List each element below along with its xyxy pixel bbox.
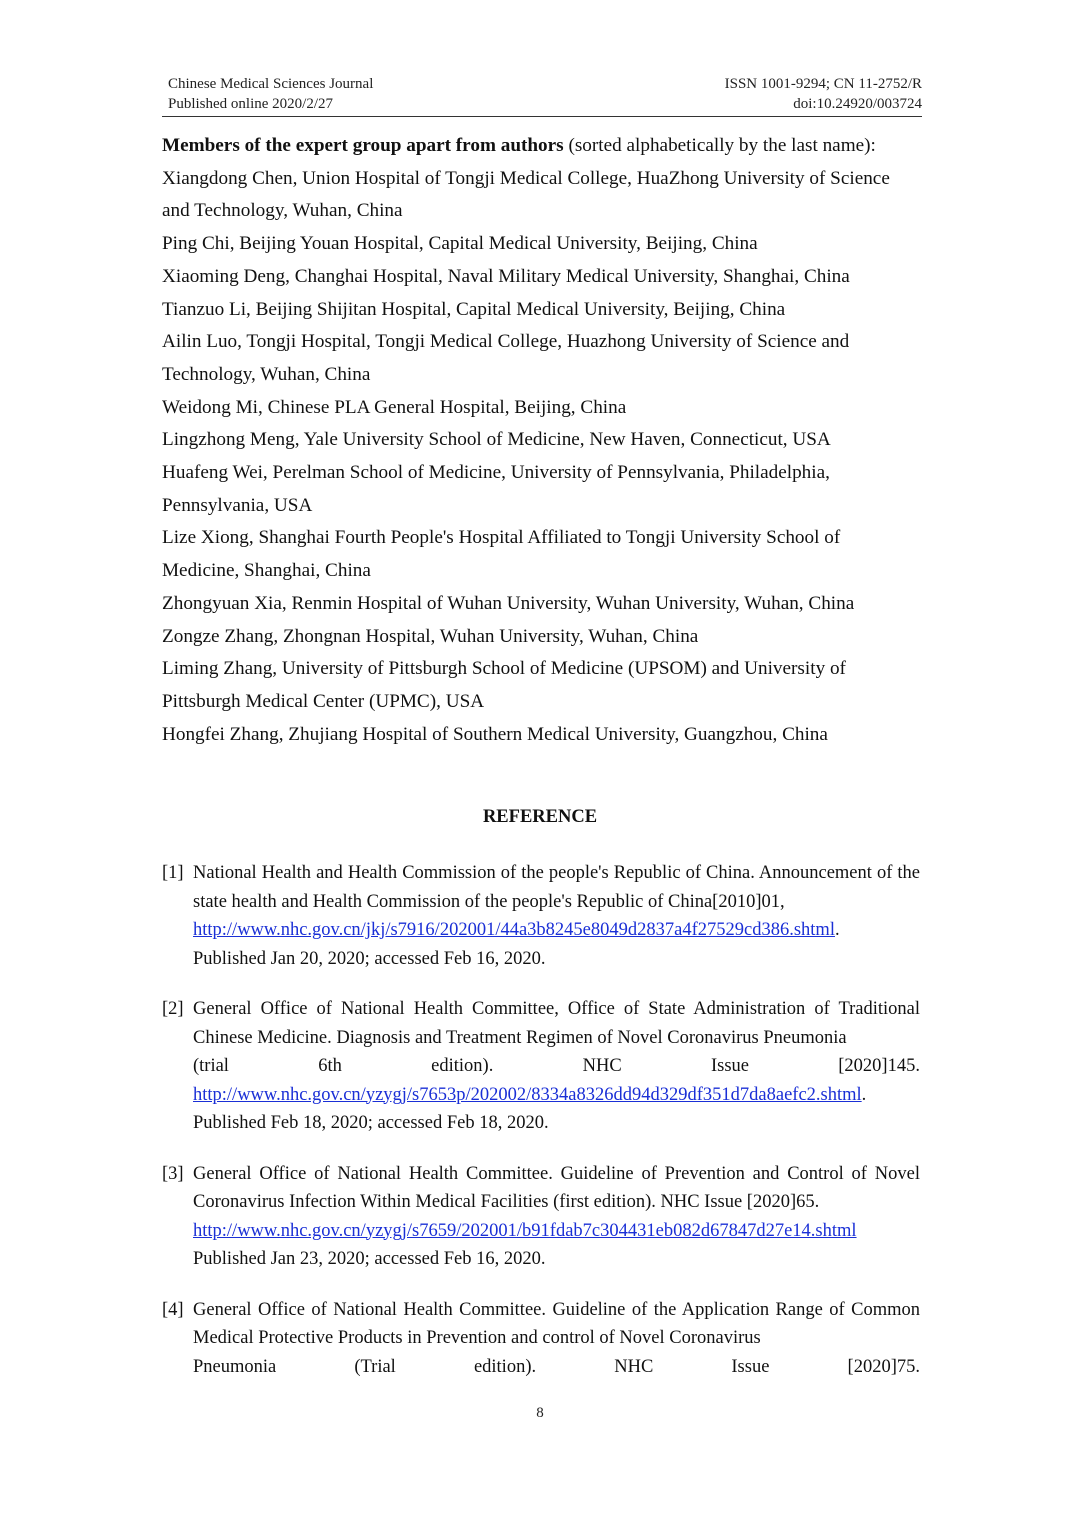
header-left <box>168 74 373 114</box>
member-entry: Tianzuo Li, Beijing Shijitan Hospital, Capital Medical University, Beijing, China <box>162 298 786 320</box>
member-entry: Ailin Luo, Tongji Hospital, Tongji Medical College, Huazhong University of Science and Technology, Wuhan, China <box>162 331 850 385</box>
reference-item-1 <box>162 859 920 973</box>
member-entry: Liming Zhang, University of Pittsburgh School of Medicine (UPSOM) and University of Pittsburgh Medical Center (UPMC), USA <box>162 658 846 712</box>
reference-number: [1] <box>162 863 184 883</box>
reference-item-3 <box>162 1160 920 1274</box>
published-date: Published online 2020/2/27 <box>168 96 333 112</box>
reference-word: edition). <box>431 1056 494 1076</box>
reference-word: Pneumonia <box>193 1356 277 1377</box>
reference-heading: REFERENCE <box>482 807 598 827</box>
reference-link[interactable]: http://www.nhc.gov.cn/yzygj/s7653p/202002/8334a8326dd94d329df351d7da8aefc2.shtml <box>193 1084 862 1105</box>
member-entry: Lize Xiong, Shanghai Fourth People's Hospital Affiliated to Tongji University School of Medicine, Shanghai, China <box>162 527 841 582</box>
member-entry: Zhongyuan Xia, Renmin Hospital of Wuhan University, Wuhan University, Wuhan, China <box>162 592 855 614</box>
reference-word: (Trial <box>354 1356 396 1377</box>
reference-after: . Published Feb 18, 2020; accessed Feb 18, 2020. <box>193 1084 867 1133</box>
reference-item-4 <box>162 1296 920 1382</box>
reference-word: (trial <box>193 1056 229 1076</box>
reference-list <box>162 859 920 1403</box>
reference-word: 6th <box>318 1056 342 1076</box>
reference-word: NHC <box>582 1056 622 1076</box>
header-rule <box>162 116 922 117</box>
doi: doi:10.24920/003724 <box>793 96 922 112</box>
reference-link[interactable]: http://www.nhc.gov.cn/jkj/s7916/202001/44a3b8245e8049d2837a4f27529cd386.shtml <box>193 920 835 940</box>
member-entry: Zongze Zhang, Zhongnan Hospital, Wuhan University, Wuhan, China <box>162 625 699 647</box>
reference-word: NHC <box>614 1356 654 1377</box>
member-entry: Lingzhong Meng, Yale University School of Medicine, New Haven, Connecticut, USA <box>162 429 831 451</box>
reference-word: Issue <box>731 1356 770 1377</box>
journal-name: Chinese Medical Sciences Journal <box>168 76 374 92</box>
reference-word: [2020]75. <box>847 1356 920 1377</box>
reference-text: General Office of National Health Committee, Office of State Administration of Traditional Chinese Medicine. Diagnosis and Treatment Regimen of Novel Coronavirus Pneumonia <box>193 999 920 1048</box>
reference-after: Published Jan 23, 2020; accessed Feb 16, 2020. <box>193 1249 546 1269</box>
reference-word: [2020]145. <box>838 1056 920 1076</box>
member-entry: Hongfei Zhang, Zhujiang Hospital of Southern Medical University, Guangzhou, China <box>162 723 828 745</box>
reference-number: [2] <box>162 999 184 1019</box>
issn: ISSN 1001-9294; CN 11-2752/R <box>724 76 922 92</box>
expert-group-members <box>162 130 922 751</box>
reference-item-2 <box>162 995 920 1138</box>
members-lead-rest: (sorted alphabetically by the last name): <box>563 135 876 156</box>
header-right <box>725 74 922 114</box>
reference-link[interactable]: http://www.nhc.gov.cn/yzygj/s7659/202001/b91fdab7c304431eb082d67847d27e14.shtml <box>193 1220 857 1241</box>
member-entry: Huafeng Wei, Perelman School of Medicine, University of Pennsylvania, Philadelphia, Pennsylvania, USA <box>162 462 830 516</box>
member-entry: Weidong Mi, Chinese PLA General Hospital, Beijing, China <box>162 396 627 418</box>
reference-text: General Office of National Health Committee. Guideline of the Application Range of Common Medical Protective Products in Prevention and control of Novel Coronavirus <box>193 1299 920 1348</box>
page-number: 8 <box>536 1405 544 1421</box>
reference-word: Issue <box>710 1056 749 1076</box>
reference-after: . <box>834 920 840 940</box>
member-entry: Xiangdong Chen, Union Hospital of Tongji Medical College, HuaZhong University of Science and Technology, Wuhan, China <box>162 167 890 222</box>
reference-number: [4] <box>162 1299 184 1320</box>
members-lead <box>162 130 922 163</box>
reference-text: General Office of National Health Committee. Guideline of Prevention and Control of Novel Coronavirus Infection Within Medical Facilities (first edition). NHC Issue [2020]65. <box>193 1163 920 1212</box>
reference-word: edition). <box>473 1356 537 1377</box>
reference-access-date: Published Jan 20, 2020; accessed Feb 16, 2020. <box>193 948 546 969</box>
member-entry: Xiaoming Deng, Changhai Hospital, Naval Military Medical University, Shanghai, China <box>162 265 850 287</box>
reference-spread-line <box>193 1353 920 1382</box>
members-lead-bold: Members of the expert group apart from authors <box>162 135 564 156</box>
reference-spread-line <box>193 1052 920 1081</box>
member-entry: Ping Chi, Beijing Youan Hospital, Capital Medical University, Beijing, China <box>162 233 758 255</box>
reference-text: National Health and Health Commission of the people's Republic of China. Announcement of the state health and Health Commission of the people's Republic of China[2010]01, <box>193 863 920 912</box>
reference-number: [3] <box>162 1163 184 1184</box>
